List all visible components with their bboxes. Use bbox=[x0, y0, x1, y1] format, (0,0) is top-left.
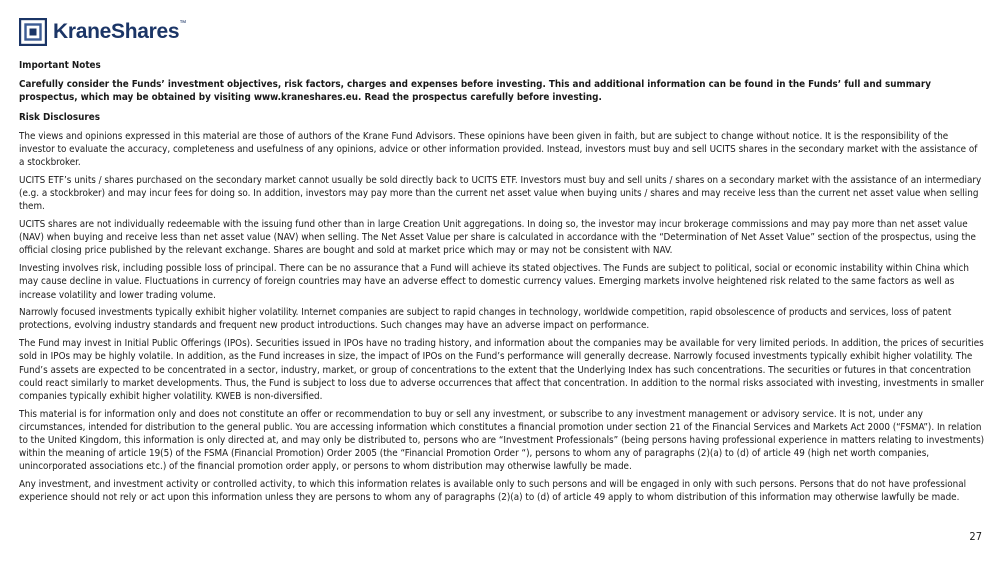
disclosure-paragraph-ucits-redeemable: UCITS shares are not individually redeemable with the issuing fund other than in large Creation Unit aggregations. In doing so, the investor may incur brokerage commissions and may pay more than net asset value (NAV) when buying and receive less than net asset value (NAV) when selling. The Net Asset Value per share is calculated in accordance with the “Determination of Net Asset Value” section of the prospectus, using the official closing price published by the relevant exchange. Shares are bought and sold at market price which may or may not be consistent with NAV. bbox=[19, 219, 976, 257]
important-notes-text: Carefully consider the Funds’ investment objectives, risk factors, charges and expenses before investing. This and additional information can be found in the Funds’ full and summary prospectus, which may be obtained by visiting www.kraneshares.eu. Read the prospectus carefully before investing. bbox=[19, 79, 931, 104]
logo-trademark: ™ bbox=[179, 20, 186, 27]
disclosure-paragraph-investment-activity: Any investment, and investment activity or controlled activity, to which this information relates is available only to such persons and will be engaged in only with such persons. Persons that do not have professional experience should not rely or act upon this information unless they are persons to whom any of paragraphs (2)(a) to (d) of article 49 apply to whom distribution of this information may otherwise lawfully be made. bbox=[19, 479, 967, 504]
disclosure-paragraph-ucits-units: UCITS ETF’s units / shares purchased on the secondary market cannot usually be sold directly back to UCITS ETF. Investors must buy and sell units / shares on a secondary market with the assistance of an intermediary (e.g. a stockbroker) and may incur fees for doing so. In addition, investors may pay more than the current net asset value when buying units / shares and may receive less than the current net asset value when selling them. bbox=[19, 174, 982, 213]
kraneshares-logo-mark-icon bbox=[19, 18, 47, 46]
logo-wordmark bbox=[53, 20, 186, 44]
disclosure-paragraph-narrow-focus: Narrowly focused investments typically exhibit higher volatility. Internet companies are subject to rapid changes in technology, worldwide competition, rapid obsolescence of products and services, loss of patent protections, evolving industry standards and frequent new product introductions. Such changes may have an adverse impact on performance. bbox=[19, 307, 952, 332]
logo-brand-name: KraneShares bbox=[53, 20, 180, 43]
disclosure-paragraph-information-only: This material is for information only and does not constitute an offer or recommendation to buy or sell any investment, or subscribe to any investment management or advisory service. It is not, under any circumstances, intended for distribution to the general public. You are accessing information which constitutes a financial promotion under section 21 of the Financial Services and Markets Act 2000 (“FSMA”). In relation to the United Kingdom, this information is only directed at, and may only be distributed to, persons who are “Investment Professionals” (being persons having professional experience in matters relating to investments) within the meaning of article 19(5) of the FSMA (Financial Promotion) Order 2005 (the “Financial Promotion Order “), persons to whom any of paragraphs (2)(a) to (d) of article 49 (high net worth companies, unincorporated associations etc.) of the financial promotion order apply, or persons to whom distribution may otherwise lawfully be made. bbox=[19, 408, 985, 473]
page-number: 27 bbox=[969, 530, 982, 543]
important-notes-heading: Important Notes bbox=[19, 60, 101, 71]
risk-disclosures-heading: Risk Disclosures bbox=[19, 111, 100, 123]
disclosure-paragraph-ipos: The Fund may invest in Initial Public Offerings (IPOs). Securities issued in IPOs have no trading history, and information about the companies may be available for very limited periods. In addition, the prices of securities sold in IPOs may be highly volatile. In addition, as the Fund increases in size, the impact of IPOs on the Fund’s performance will generally decrease. Narrowly focused investments typically exhibit higher volatility. The Fund’s assets are expected to be concentrated in a sector, industry, market, or group of concentrations to the extent that the Underlying Index has such concentrations. The securities or futures in that concentration could react similarly to market developments. Thus, the Fund is subject to loss due to adverse occurrences that affect that concentration. In addition to the normal risks associated with investing, investments in smaller companies typically exhibit higher volatility. KWEB is non-diversified. bbox=[19, 338, 984, 402]
disclosure-content bbox=[19, 59, 985, 509]
disclosure-paragraph-investing-risk: Investing involves risk, including possible loss of principal. There can be no assurance that a Fund will achieve its stated objectives. The Funds are subject to political, social or economic instability within China which may cause decline in value. Fluctuations in currency of foreign countries may have an adverse effect to domestic currency values. Emerging markets involve heightened risk related to the same factors as well as increase volatility and lower trading volume. bbox=[19, 263, 969, 301]
kraneshares-logo bbox=[19, 18, 186, 46]
disclosure-paragraph-views: The views and opinions expressed in this material are those of authors of the Krane Fund Advisors. These opinions have been given in faith, but are subject to change without notice. It is the responsibility of the investor to evaluate the accuracy, completeness and usefulness of any opinions, advice or other information provided. Instead, investors must buy and sell UCITS shares in the secondary market with the assistance of a stockbroker. bbox=[19, 130, 978, 169]
